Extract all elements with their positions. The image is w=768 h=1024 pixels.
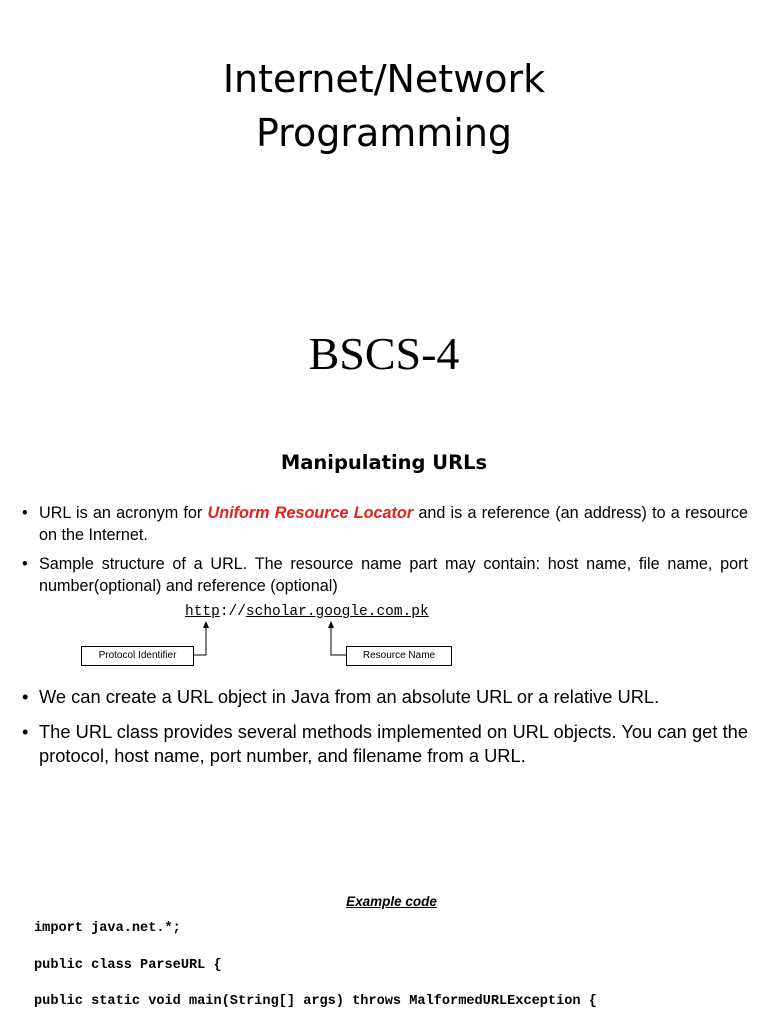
example-code-label: Example code bbox=[346, 894, 437, 909]
protocol-connector-line bbox=[192, 627, 206, 655]
code-line-1: import java.net.*; bbox=[34, 921, 181, 936]
bullet-1-emphasis: Uniform Resource Locator bbox=[207, 504, 414, 522]
bullet-item-4 bbox=[22, 720, 748, 768]
bullet-dot: • bbox=[22, 504, 28, 522]
bullet-text-3: We can create a URL object in Java from an absolute URL or a relative URL. bbox=[39, 686, 660, 707]
url-resource: scholar.google.com.pk bbox=[245, 604, 429, 620]
resource-connector-line bbox=[331, 627, 346, 655]
bullet-text-4: The URL class provides several methods implemented on URL objects. You can get the protocol, host name, port number, and filename from a URL. bbox=[39, 721, 748, 766]
bullet-1-text-start: URL is an acronym for bbox=[39, 504, 208, 522]
resource-name-box: Resource Name bbox=[346, 646, 452, 666]
resource-arrow-head bbox=[328, 621, 334, 628]
bullet-dot: • bbox=[22, 555, 28, 573]
title-line-2: Programming bbox=[255, 111, 513, 155]
bullet-item-1 bbox=[22, 502, 748, 546]
bullet-dot: • bbox=[22, 721, 29, 742]
section-heading: Manipulating URLs bbox=[280, 451, 488, 474]
code-line-3: public static void main(String[] args) throws MalformedURLException { bbox=[34, 994, 597, 1009]
bullet-dot: • bbox=[22, 686, 29, 707]
course-code: BSCS-4 bbox=[308, 328, 460, 379]
title-line-1: Internet/Network bbox=[222, 57, 546, 101]
protocol-identifier-box: Protocol Identifier bbox=[81, 646, 194, 666]
url-protocol: http bbox=[185, 604, 220, 620]
bullet-1-text-end: and is a reference (an address) to a resource on the Internet. bbox=[39, 504, 748, 544]
code-line-2: public class ParseURL { bbox=[34, 958, 222, 973]
url-separator: :// bbox=[219, 604, 246, 620]
bullet-text-1 bbox=[39, 502, 748, 546]
bullet-item-2 bbox=[22, 553, 748, 597]
protocol-arrow-head bbox=[203, 621, 209, 628]
sample-url bbox=[185, 603, 429, 621]
document-title bbox=[0, 52, 768, 160]
bullet-text-2: Sample structure of a URL. The resource name part may contain: host name, file name, port number(optional) and reference (optional) bbox=[39, 555, 748, 595]
bullet-item-3 bbox=[22, 685, 748, 709]
